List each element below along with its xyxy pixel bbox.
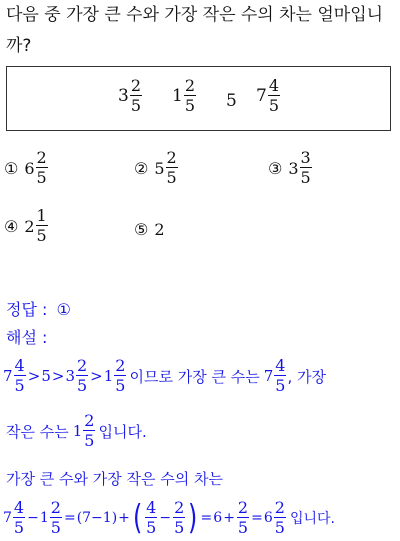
answer-label: 정답 : xyxy=(6,300,48,319)
left-paren: ( xyxy=(132,498,143,538)
question-line-2: 까? xyxy=(6,36,32,56)
option-1[interactable]: ① 6 $\frac{2}{5}$ xyxy=(4,148,47,187)
option-1-mark: ① xyxy=(4,158,19,178)
question-text xyxy=(6,0,396,62)
option-3[interactable]: ③ 3 $\frac{3}{5}$ xyxy=(268,148,311,187)
option-5-mark: ⑤ xyxy=(134,220,149,239)
right-paren: ) xyxy=(188,498,198,538)
number-box xyxy=(6,66,391,131)
explain-label: 해설 : xyxy=(6,328,48,347)
box-number-4: 7 $\frac{4}{5}$ xyxy=(256,76,280,115)
answer-line xyxy=(6,297,71,320)
answer-value: ① xyxy=(56,300,71,319)
solution-line-2: 작은 수는 1 $\frac{2}{5}$ 입니다. xyxy=(6,411,147,450)
box-number-2: 1 $\frac{2}{5}$ xyxy=(172,76,196,115)
option-3-mark: ③ xyxy=(268,158,283,178)
solution-line-3: 가장 큰 수와 가장 작은 수의 차는 xyxy=(6,470,223,488)
option-2[interactable]: ② 5 $\frac{2}{5}$ xyxy=(134,148,177,187)
option-5[interactable]: ⑤ 2 xyxy=(134,220,165,239)
option-4-mark: ④ xyxy=(4,216,19,236)
option-4[interactable]: ④ 2 $\frac{1}{5}$ xyxy=(4,206,47,245)
question-line-1: 다음 중 가장 큰 수와 가장 작은 수의 차는 얼마입니 xyxy=(6,5,384,25)
solution-line-4: 7 $\frac{4}{5}$ − 1 $\frac{2}{5}$ = (7−1) + ( $\frac{4}{5}$ − $\frac{2}{5}$ ) = 6 + $\frac{2}{5}$ = 6 $\frac{2}{5}$ 입니다. xyxy=(3,498,335,538)
box-number-1: 3 $\frac{2}{5}$ xyxy=(118,76,142,115)
box-number-3: 5 xyxy=(226,91,237,111)
option-2-mark: ② xyxy=(134,158,149,178)
solution-line-1: 7 $\frac{4}{5}$ > 5 > 3 $\frac{2}{5}$ > 1 $\frac{2}{5}$ 이므로 가장 큰 수는 7 $\frac{4}{5}$ , 가장 xyxy=(3,356,326,395)
